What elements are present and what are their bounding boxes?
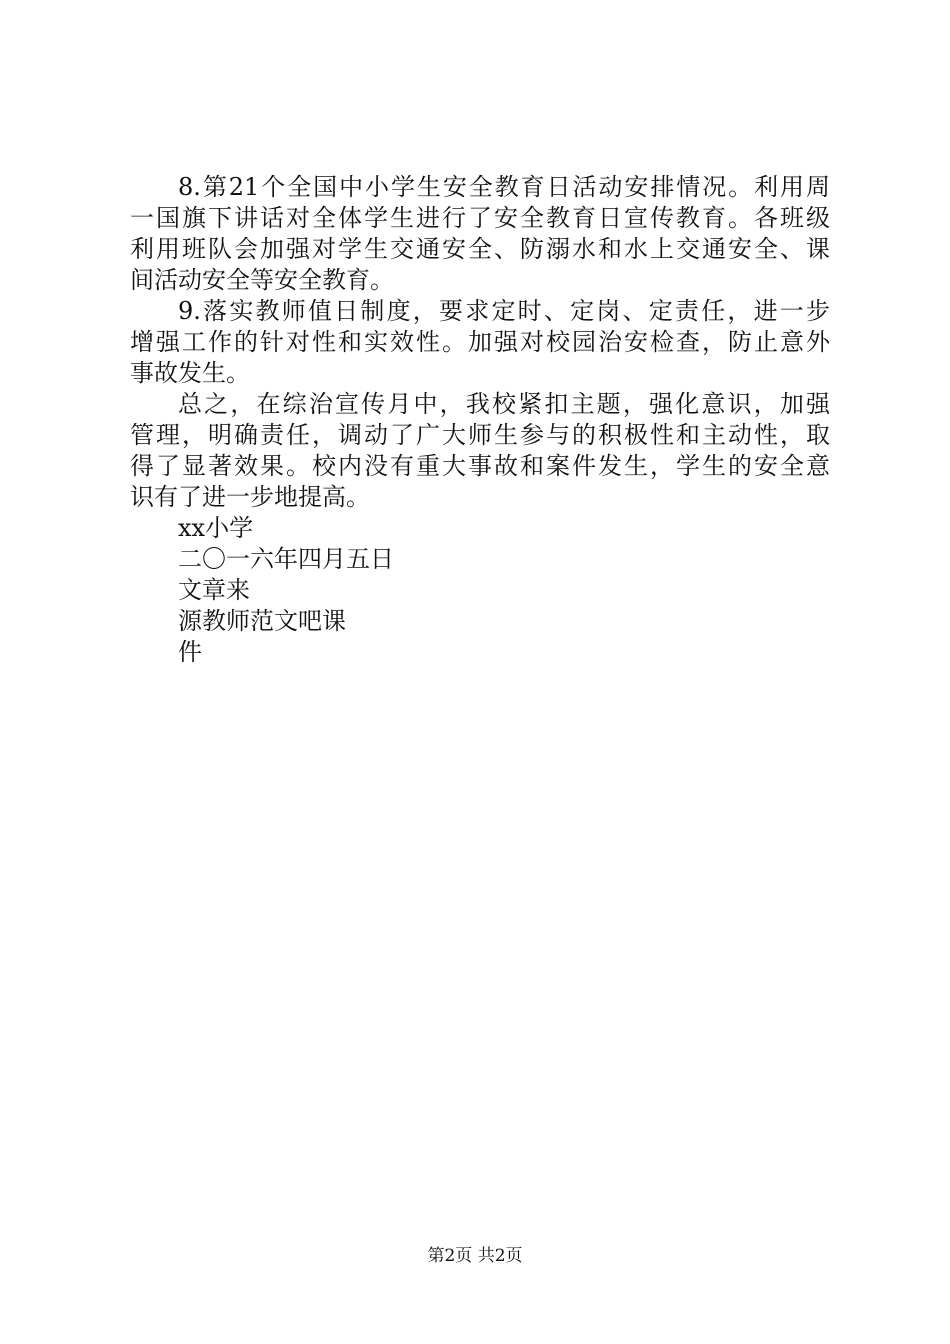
signature-block [130,513,830,575]
paragraph-line: 识有了进一步地提高。 [130,483,370,511]
signature-school: xx小学 [178,514,254,542]
paragraph-line: 8.第21个全国中小学生安全教育日活动安排情况。利用周 [178,173,830,201]
paragraph-line: 一国旗下讲话对全体学生进行了安全教育日宣传教育。各班级 [130,204,830,232]
source-line: 件 [178,638,202,666]
source-line: 源教师范文吧课 [178,607,346,635]
page-footer: 第2页 共2页 [427,1246,523,1266]
paragraph-line: 得了显著效果。校内没有重大事故和案件发生，学生的安全意 [130,452,830,480]
document-body [130,172,830,668]
paragraph-9 [130,296,830,389]
paragraph-line: 管理，明确责任，调动了广大师生参与的积极性和主动性，取 [130,421,830,449]
paragraph-line: 总之，在综治宣传月中，我校紧扣主题，强化意识，加强 [178,390,830,418]
paragraph-line: 利用班队会加强对学生交通安全、防溺水和水上交通安全、课 [130,235,830,263]
paragraph-summary [130,389,830,513]
paragraph-line: 9.落实教师值日制度，要求定时、定岗、定责任，进一步 [178,297,830,325]
signature-date: 二〇一六年四月五日 [178,545,394,573]
paragraph-line: 增强工作的针对性和实效性。加强对校园治安检查，防止意外 [130,328,830,356]
source-note [130,575,830,668]
paragraph-line: 事故发生。 [130,359,250,387]
source-line: 文章来 [178,576,250,604]
paragraph-8 [130,172,830,296]
paragraph-line: 间活动安全等安全教育。 [130,266,394,294]
